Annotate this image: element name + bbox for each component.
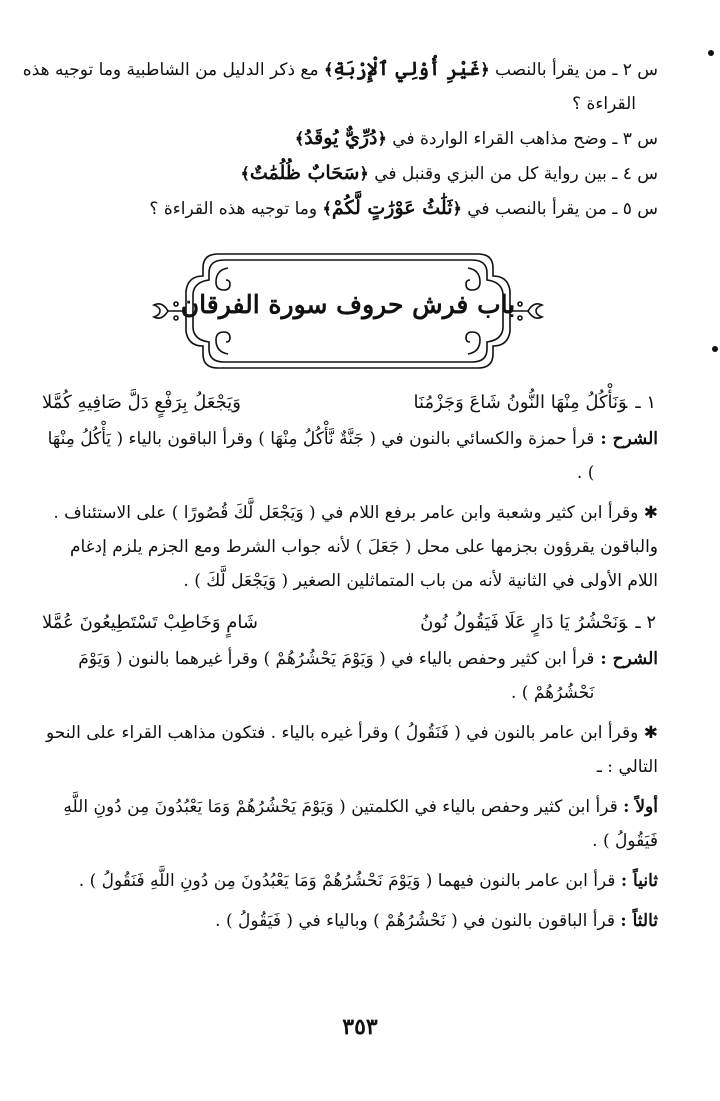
reading-third: ثالثاً : قرأ الباقون بالنون في ( نَحْشُرُهُمْ ) وبالياء في ( فَيَقُولُ ) . <box>215 911 658 931</box>
chapter-banner <box>38 246 658 376</box>
verse-second-hemistich: وَيَجْعَلُ بِرَفْعٍ دَلَّ صَافِيهِ كُمَّلا <box>42 392 241 413</box>
commentary-label: الشرح : <box>600 429 658 449</box>
commentary-2: الشرح : قرأ ابن كثير وحفص بالياء في ( وَيَوْمَ يَحْشُرُهُمْ ) وقرأ غيرهما بالنون ( وَيَوْمَ نَحْشُرُهُمْ ) . <box>38 642 658 710</box>
quran-phrase: دُرِّيٌّ يُوقَدُ <box>304 127 378 149</box>
commentary-label: الشرح : <box>600 649 658 669</box>
verse-first-hemistich: ٢ ـوَنَحْشُرُ يَا دَارٍ عَلَا فَيَقُولُ نُونُ <box>420 612 656 633</box>
question-4: س ٤ ـ بين رواية كل من البزي وقنبل في ﴿سَحَابٌ ظُلُمَٰتٌ﴾ <box>240 162 658 184</box>
page-number: ٣٥٣ <box>342 1014 378 1040</box>
margin-dot-mid <box>712 346 718 352</box>
verse-second-hemistich: شَامٍ وَخَاطِبْ تَسْتَطِيعُونَ عُمَّلا <box>42 612 258 633</box>
quran-phrase: غَيْرِ أُوْلِي ٱلْإِرْبَةِ <box>333 58 481 80</box>
commentary-1: الشرح : قرأ حمزة والكسائي بالنون في ( جَنَّةٌ نَّأْكُلُ مِنْهَا ) وقرأ الباقون بالياء ( يَأْكُلُ مِنْهَا ) . <box>38 422 658 490</box>
question-2-continuation: القراءة ؟ <box>572 94 636 114</box>
commentary-1-paragraph: ✱ وقرأ ابن كثير وشعبة وابن عامر برفع اللام في ( وَيَجْعَل لَّكَ قُصُورًا ) على الاستئناف . والباقون يقرؤون بجزمها على محل ( جَعَلَ ) لأنه جواب الشرط ومع الجزم يلزم إدغام اللام الأولى في الثانية لأنه من باب المتماثلين الصغير ( وَيَجْعَل لَّكَ ) . <box>53 503 658 591</box>
question-3: س ٣ ـ وضح مذاهب القراء الواردة في ﴿دُرِّيٌّ يُوقَدُ﴾ <box>294 127 658 149</box>
poem-verse-1 <box>38 384 658 422</box>
document-page <box>22 52 658 938</box>
quran-phrase: ثَلَٰثُ عَوْرَٰتٍ لَّكُمْ <box>331 197 453 219</box>
reading-first: أولاً : قرأ ابن كثير وحفص بالياء في الكلمتين ( وَيَوْمَ يَحْشُرُهُمْ وَمَا يَعْبُدُونَ مِن دُونِ اللَّهِ فَيَقُولُ ) . <box>63 797 658 851</box>
question-5: س ٥ ـ من يقرأ بالنصب في ﴿ثَلَٰثُ عَوْرَٰتٍ لَّكُمْ﴾ وما توجيه هذه القراءة ؟ <box>149 197 658 219</box>
questions-list <box>22 52 658 226</box>
verse-first-hemistich: ١ ـوَنَأْكُلُ مِنْهَا النُّونُ شَاعَ وَجَزْمُنَا <box>413 392 656 413</box>
margin-dot-top <box>708 50 714 56</box>
question-2: س ٢ ـ من يقرأ بالنصب ﴿غَيْرِ أُوْلِي ٱلْإِرْبَةِ﴾ مع ذكر الدليل من الشاطبية وما توجيه هذه <box>22 58 658 80</box>
poem-verse-2 <box>38 604 658 642</box>
quran-phrase: سَحَابٌ ظُلُمَٰتٌ <box>249 162 360 184</box>
reading-second: ثانياً : قرأ ابن عامر بالنون فيهما ( وَيَوْمَ نَحْشُرُهُمْ وَمَا يَعْبُدُونَ مِن دُونِ اللَّهِ فَنَقُولُ ) . <box>78 871 658 891</box>
chapter-title: باب فرش حروف سورة الفرقان <box>180 290 516 319</box>
commentary-2-paragraph: ✱ وقرأ ابن عامر بالنون في ( فَنَقُولُ ) وقرأ غيره بالياء . فتكون مذاهب القراء على النحو التالي : ـ <box>46 723 658 777</box>
